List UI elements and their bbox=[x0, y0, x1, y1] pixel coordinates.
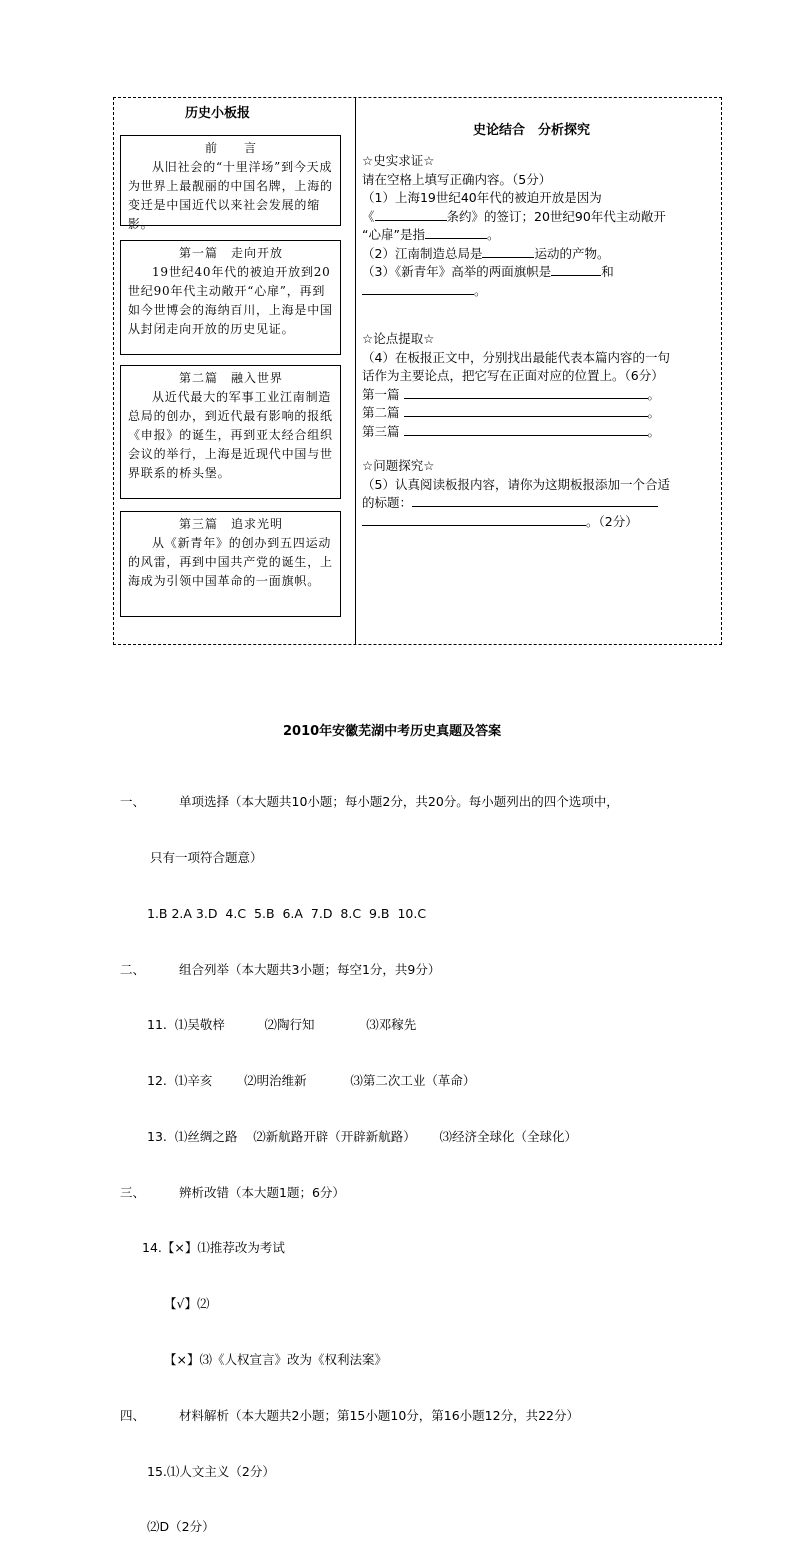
blank-chapter3[interactable] bbox=[404, 423, 648, 436]
question1-line1: （1）上海19世纪40年代的被迫开放是因为 bbox=[362, 190, 602, 205]
blank-treaty[interactable] bbox=[375, 208, 447, 221]
chapter2-body: 从近代最大的军事工业江南制造总局的创办，到近代最有影响的报纸《申报》的诞生，再到亚太经合组织会议的举行，上海是近现代中国与世界联系的桥头堡。 bbox=[128, 390, 333, 480]
answer-q14-a: 14.【×】⑴推荐改为考试 bbox=[142, 1240, 285, 1256]
question2-line: （2）江南制造总局是 运动的产物。 bbox=[362, 245, 610, 261]
chapter1-box bbox=[120, 240, 341, 355]
blank-movement[interactable] bbox=[482, 245, 534, 258]
question4-line1: （4）在板报正文中，分别找出最能代表本篇内容的一句 bbox=[362, 349, 670, 365]
question4-ch3: 第三篇 。 bbox=[362, 423, 661, 439]
preface-title: 前 言 bbox=[204, 141, 257, 155]
answer-q15-a: 15.⑴人文主义（2分） bbox=[147, 1463, 275, 1479]
question5-line1: （5）认真阅读板报内容，请你为这期板报添加一个合适 bbox=[362, 476, 670, 492]
question3-line1: （3）《新青年》高举的两面旗帜是 和 bbox=[362, 264, 614, 279]
blank-title-1[interactable] bbox=[412, 494, 658, 507]
question4-line2: 话作为主要论点，把它写在正面对应的位置上。（6分） bbox=[362, 368, 664, 383]
blank-banner-2[interactable] bbox=[362, 282, 474, 295]
question5-line3: 。（2分） bbox=[362, 513, 717, 532]
answer-q11: 11. ⑴吴敬梓 ⑵陶行知 ⑶邓稼先 bbox=[147, 1017, 417, 1033]
question4-ch2: 第二篇 。 bbox=[362, 405, 661, 420]
blank-open-heart[interactable] bbox=[425, 226, 487, 239]
part1-heading: 一、 单项选择（本大题共10小题；每小题2分，共20分。每小题列出的四个选项中， bbox=[120, 794, 619, 810]
answer-q15-b: ⑵D（2分） bbox=[147, 1519, 215, 1535]
blank-title-2[interactable] bbox=[362, 513, 586, 526]
question1-line3: “心扉”是指 。 bbox=[362, 227, 500, 242]
chapter1-title: 第一篇 走向开放 bbox=[178, 246, 283, 260]
question5-line2: 的标题： bbox=[362, 494, 717, 513]
analysis-title: 史论结合 分析探究 bbox=[473, 123, 591, 138]
answers-content bbox=[120, 756, 740, 1556]
board-title: 历史小板报 bbox=[185, 106, 251, 121]
chapter3-body: 从《新青年》的创办到五四运动的风雷，再到中国共产党的诞生，上海成为引领中国革命的一面旗帜。 bbox=[128, 536, 333, 588]
part1-answers: 1.B 2.A 3.D 4.C 5.B 6.A 7.D 8.C 9.B 10.C bbox=[147, 905, 427, 921]
part4-heading: 四、 材料解析（本大题共2小题；第15小题10分，第16小题12分，共22分） bbox=[120, 1407, 579, 1423]
blank-banner-1[interactable] bbox=[551, 263, 601, 276]
chapter3-title: 第三篇 追求光明 bbox=[178, 517, 283, 531]
section2-heading: ☆论点提取☆ bbox=[362, 331, 435, 346]
section1-heading: ☆史实求证☆ bbox=[362, 153, 435, 168]
answer-q12: 12. ⑴辛亥 ⑵明治维新 ⑶第二次工业（革命） bbox=[147, 1073, 476, 1089]
question1-line2: 《 条约》的签订；20世纪90年代主动敞开 bbox=[362, 208, 666, 224]
question4-ch1: 第一篇 。 bbox=[362, 386, 661, 402]
section1-instruction: 请在空格上填写正确内容。（5分） bbox=[362, 171, 552, 187]
chapter3-box bbox=[120, 511, 341, 617]
chapter2-title: 第二篇 融入世界 bbox=[178, 371, 283, 385]
chapter1-body: 19世纪40年代的被迫开放到20世纪90年代主动敞开“心扉”，再到如今世博会的海纳百川，上海是中国从封闭走向开放的历史见证。 bbox=[128, 265, 333, 336]
chapter2-box bbox=[120, 365, 341, 499]
preface-box bbox=[120, 135, 341, 231]
blank-chapter2[interactable] bbox=[404, 404, 648, 417]
preface-body: 从旧社会的“十里洋场”到今天成为世界上最靓丽的中国名牌，上海的变迁是中国近代以来社会发展的缩影。 bbox=[128, 160, 333, 231]
part3-heading: 三、 辨析改错（本大题1题；6分） bbox=[120, 1184, 345, 1200]
analysis-content bbox=[362, 152, 717, 531]
part1-heading-cont: 只有一项符合题意） bbox=[150, 849, 263, 865]
blank-chapter1[interactable] bbox=[404, 386, 648, 399]
section3-heading: ☆问题探究☆ bbox=[362, 458, 435, 473]
answers-title: 2010年安徽芜湖中考历史真题及答案 bbox=[283, 724, 502, 739]
answer-q13: 13. ⑴丝绸之路 ⑵新航路开辟（开辟新航路） ⑶经济全球化（全球化） bbox=[147, 1128, 578, 1144]
question3-line2: 。 bbox=[362, 282, 717, 301]
part2-heading: 二、 组合列举（本大题共3小题；每空1分，共9分） bbox=[120, 961, 441, 977]
board-divider bbox=[355, 97, 356, 645]
answer-q14-c: 【×】⑶《人权宣言》改为《权利法案》 bbox=[164, 1352, 387, 1367]
answer-q14-b: 【√】⑵ bbox=[164, 1296, 210, 1312]
